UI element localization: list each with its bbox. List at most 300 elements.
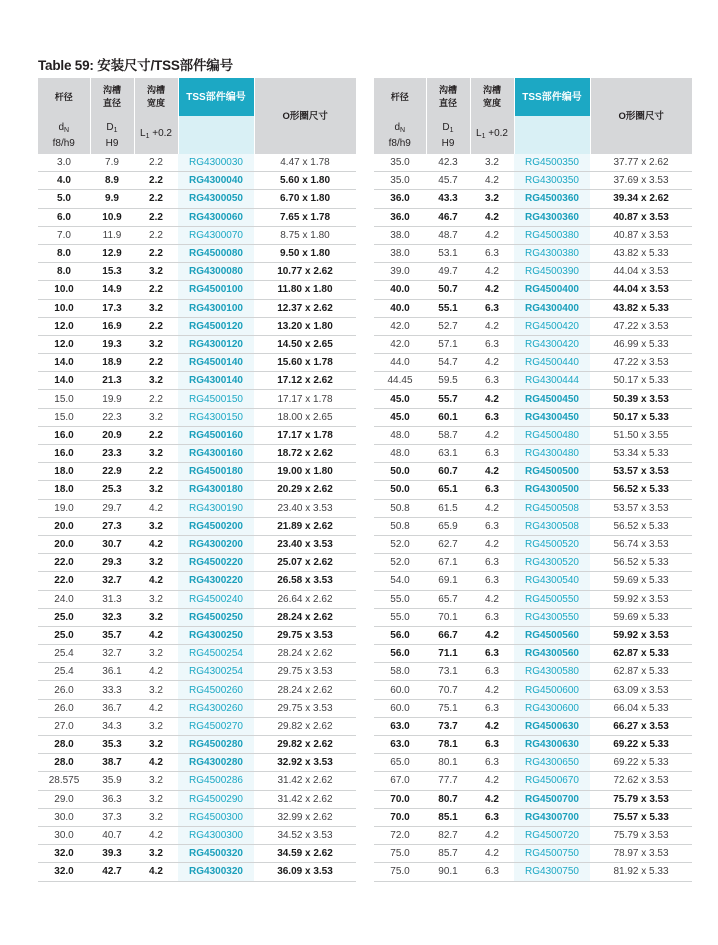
part-number-cell: RG4500120 (178, 317, 254, 335)
table-row (38, 281, 356, 299)
part-number-cell: RG4300250 (178, 626, 254, 644)
groove-diameter-cell: 90.1 (426, 863, 470, 881)
oring-size-cell: 37.77 x 2.62 (590, 154, 692, 172)
rod-diameter-cell: 8.0 (38, 244, 90, 262)
table-row (374, 681, 692, 699)
table-row (38, 626, 356, 644)
part-number-cell: RG4500480 (514, 426, 590, 444)
groove-width-cell: 6.3 (470, 754, 514, 772)
part-number-cell: RG4500270 (178, 717, 254, 735)
rod-diameter-cell: 50.8 (374, 517, 426, 535)
part-number-cell: RG4300444 (514, 372, 590, 390)
groove-width-cell: 4.2 (470, 263, 514, 281)
rod-diameter-cell: 36.0 (374, 208, 426, 226)
table-row (38, 535, 356, 553)
table-row (38, 608, 356, 626)
groove-width-cell: 2.2 (134, 317, 178, 335)
rod-diameter-cell: 42.0 (374, 317, 426, 335)
rod-diameter-cell: 65.0 (374, 754, 426, 772)
oring-size-cell: 39.34 x 2.62 (590, 190, 692, 208)
table-row (38, 790, 356, 808)
part-number-cell: RG4500520 (514, 535, 590, 553)
rod-diameter-cell: 28.0 (38, 754, 90, 772)
groove-diameter-cell: 58.7 (426, 426, 470, 444)
oring-size-cell: 37.69 x 3.53 (590, 172, 692, 190)
table-row (38, 699, 356, 717)
part-number-cell: RG4500320 (178, 845, 254, 863)
oring-size-cell: 34.52 x 3.53 (254, 826, 356, 844)
table-row (374, 790, 692, 808)
rod-diameter-cell: 10.0 (38, 281, 90, 299)
table-row (38, 244, 356, 262)
table-row (374, 263, 692, 281)
groove-diameter-cell: 15.3 (90, 263, 134, 281)
oring-size-cell: 59.92 x 3.53 (590, 590, 692, 608)
groove-width-cell: 4.2 (470, 499, 514, 517)
groove-width-cell: 3.2 (134, 445, 178, 463)
rod-diameter-cell: 15.0 (38, 390, 90, 408)
groove-width-cell: 4.2 (470, 281, 514, 299)
oring-size-cell: 50.17 x 5.33 (590, 372, 692, 390)
groove-diameter-cell: 36.7 (90, 699, 134, 717)
part-number-cell: RG4500220 (178, 554, 254, 572)
groove-width-cell: 4.2 (134, 826, 178, 844)
table-row (38, 372, 356, 390)
groove-width-cell: 6.3 (470, 554, 514, 572)
spec-table-left (38, 78, 356, 882)
groove-width-cell: 3.2 (134, 263, 178, 281)
groove-width-cell: 4.2 (134, 754, 178, 772)
groove-diameter-cell: 40.7 (90, 826, 134, 844)
groove-diameter-cell: 7.9 (90, 154, 134, 172)
groove-diameter-cell: 80.1 (426, 754, 470, 772)
rod-diameter-cell: 18.0 (38, 463, 90, 481)
oring-size-cell: 69.22 x 5.33 (590, 754, 692, 772)
groove-width-cell: 6.3 (470, 808, 514, 826)
table-row (374, 172, 692, 190)
groove-width-cell: 6.3 (470, 645, 514, 663)
groove-width-cell: 4.2 (470, 772, 514, 790)
part-number-cell: RG4300540 (514, 572, 590, 590)
rod-diameter-cell: 40.0 (374, 281, 426, 299)
oring-size-cell: 29.75 x 3.53 (254, 626, 356, 644)
groove-width-cell: 4.2 (470, 590, 514, 608)
rod-diameter-cell: 35.0 (374, 172, 426, 190)
groove-diameter-cell: 49.7 (426, 263, 470, 281)
oring-size-cell: 28.24 x 2.62 (254, 608, 356, 626)
groove-diameter-cell: 54.7 (426, 354, 470, 372)
table-row (38, 190, 356, 208)
oring-size-cell: 59.92 x 3.53 (590, 626, 692, 644)
rod-diameter-cell: 75.0 (374, 863, 426, 881)
oring-size-cell: 10.77 x 2.62 (254, 263, 356, 281)
groove-width-cell: 4.2 (470, 845, 514, 863)
part-number-cell: RG4500200 (178, 517, 254, 535)
groove-width-cell: 6.3 (470, 736, 514, 754)
part-number-cell: RG4300150 (178, 408, 254, 426)
rod-diameter-cell: 63.0 (374, 736, 426, 754)
groove-diameter-cell: 78.1 (426, 736, 470, 754)
rod-diameter-cell: 12.0 (38, 317, 90, 335)
table-row (38, 681, 356, 699)
rod-diameter-cell: 29.0 (38, 790, 90, 808)
groove-diameter-header: 沟槽 直径 (426, 78, 470, 116)
oring-size-cell: 50.39 x 3.53 (590, 390, 692, 408)
rod-diameter-cell: 63.0 (374, 717, 426, 735)
l1-header: $L_1 +0.2$ (134, 116, 178, 154)
oring-size-cell: 4.47 x 1.78 (254, 154, 356, 172)
groove-diameter-cell: 46.7 (426, 208, 470, 226)
groove-diameter-cell: 17.3 (90, 299, 134, 317)
rod-diameter-cell: 30.0 (38, 808, 90, 826)
table-row (38, 263, 356, 281)
part-number-cell: RG4300100 (178, 299, 254, 317)
groove-diameter-cell: 31.3 (90, 590, 134, 608)
table-row (374, 408, 692, 426)
table-title: Table 59: 安装尺寸/TSS部件编号 (38, 58, 233, 73)
part-number-cell: RG4300300 (178, 826, 254, 844)
oring-size-cell: 51.50 x 3.55 (590, 426, 692, 444)
rod-diameter-cell: 12.0 (38, 335, 90, 353)
table-row (38, 481, 356, 499)
table-row (374, 154, 692, 172)
part-number-cell: RG4300200 (178, 535, 254, 553)
table-row (38, 645, 356, 663)
table-row (374, 481, 692, 499)
groove-diameter-cell: 65.9 (426, 517, 470, 535)
part-number-cell: RG4300580 (514, 663, 590, 681)
part-number-cell: RG4500670 (514, 772, 590, 790)
oring-size-cell: 13.20 x 1.80 (254, 317, 356, 335)
table-row (374, 354, 692, 372)
rod-diameter-cell: 16.0 (38, 445, 90, 463)
part-number-cell: RG4300350 (514, 172, 590, 190)
oring-size-cell: 46.99 x 5.33 (590, 335, 692, 353)
part-number-cell: RG4500140 (178, 354, 254, 372)
oring-size-cell: 17.12 x 2.62 (254, 372, 356, 390)
oring-size-cell: 18.72 x 2.62 (254, 445, 356, 463)
part-number-cell: RG4300550 (514, 608, 590, 626)
groove-width-cell: 3.2 (134, 808, 178, 826)
groove-diameter-cell: 50.7 (426, 281, 470, 299)
oring-size-cell: 19.00 x 1.80 (254, 463, 356, 481)
oring-size-cell: 63.09 x 3.53 (590, 681, 692, 699)
groove-width-cell: 4.2 (134, 499, 178, 517)
part-number-cell: RG4500300 (178, 808, 254, 826)
part-number-cell: RG4300180 (178, 481, 254, 499)
groove-width-cell: 4.2 (470, 826, 514, 844)
table-row (374, 190, 692, 208)
groove-width-cell: 3.2 (134, 590, 178, 608)
groove-width-cell: 4.2 (470, 354, 514, 372)
rod-diameter-cell: 60.0 (374, 681, 426, 699)
groove-width-cell: 3.2 (134, 645, 178, 663)
groove-width-cell: 4.2 (134, 699, 178, 717)
rod-diameter-cell: 50.0 (374, 463, 426, 481)
oring-size-cell: 17.17 x 1.78 (254, 426, 356, 444)
dn-header: $d_N$ f8/h9 (374, 116, 426, 154)
rod-diameter-cell: 28.575 (38, 772, 90, 790)
oring-size-cell: 75.79 x 3.53 (590, 790, 692, 808)
part-number-cell: RG4500450 (514, 390, 590, 408)
table-row (38, 208, 356, 226)
groove-diameter-cell: 85.7 (426, 845, 470, 863)
groove-width-cell: 3.2 (134, 717, 178, 735)
rod-diameter-cell: 15.0 (38, 408, 90, 426)
oring-size-cell: 53.57 x 3.53 (590, 463, 692, 481)
groove-diameter-cell: 33.3 (90, 681, 134, 699)
rod-diameter-cell: 32.0 (38, 845, 90, 863)
groove-diameter-header: 沟槽 直径 (90, 78, 134, 116)
part-number-cell: RG4500600 (514, 681, 590, 699)
groove-diameter-cell: 67.1 (426, 554, 470, 572)
groove-width-header: 沟槽 宽度 (470, 78, 514, 116)
rod-diameter-cell: 39.0 (374, 263, 426, 281)
groove-width-cell: 3.2 (470, 154, 514, 172)
part-number-cell: RG4500080 (178, 244, 254, 262)
table-row (374, 390, 692, 408)
part-number-cell: RG4500630 (514, 717, 590, 735)
table-row (374, 572, 692, 590)
groove-diameter-cell: 27.3 (90, 517, 134, 535)
table-row (374, 845, 692, 863)
rod-diameter-cell: 44.45 (374, 372, 426, 390)
rod-diameter-cell: 22.0 (38, 554, 90, 572)
part-number-cell: RG4300160 (178, 445, 254, 463)
oring-size-cell: 36.09 x 3.53 (254, 863, 356, 881)
part-number-cell: RG4300060 (178, 208, 254, 226)
part-number-cell: RG4300750 (514, 863, 590, 881)
oring-size-cell: 81.92 x 5.33 (590, 863, 692, 881)
oring-size-cell: 44.04 x 3.53 (590, 263, 692, 281)
groove-diameter-cell: 70.7 (426, 681, 470, 699)
groove-diameter-cell: 34.3 (90, 717, 134, 735)
groove-diameter-cell: 75.1 (426, 699, 470, 717)
groove-diameter-cell: 22.9 (90, 463, 134, 481)
table-row (38, 863, 356, 881)
oring-size-cell: 17.17 x 1.78 (254, 390, 356, 408)
groove-width-cell: 6.3 (470, 572, 514, 590)
table-row (38, 572, 356, 590)
part-number-cell: RG4500286 (178, 772, 254, 790)
part-number-cell: RG4300080 (178, 263, 254, 281)
part-number-cell: RG4500700 (514, 790, 590, 808)
table-row (38, 663, 356, 681)
groove-width-cell: 4.2 (470, 463, 514, 481)
groove-diameter-cell: 32.3 (90, 608, 134, 626)
table-row (38, 226, 356, 244)
oring-size-cell: 8.75 x 1.80 (254, 226, 356, 244)
groove-width-cell: 4.2 (470, 208, 514, 226)
part-number-cell: RG4300400 (514, 299, 590, 317)
oring-size-header: O形圈尺寸 (590, 78, 692, 154)
table-row (374, 863, 692, 881)
table-row (38, 754, 356, 772)
groove-diameter-cell: 18.9 (90, 354, 134, 372)
groove-diameter-cell: 25.3 (90, 481, 134, 499)
table-row (374, 372, 692, 390)
rod-header: 杆径 (374, 78, 426, 116)
groove-width-cell: 3.2 (134, 608, 178, 626)
rod-diameter-cell: 32.0 (38, 863, 90, 881)
part-number-cell: RG4300500 (514, 481, 590, 499)
table-row (374, 754, 692, 772)
oring-size-cell: 5.60 x 1.80 (254, 172, 356, 190)
table-row (38, 517, 356, 535)
oring-size-cell: 66.04 x 5.33 (590, 699, 692, 717)
rod-diameter-cell: 38.0 (374, 244, 426, 262)
groove-diameter-cell: 59.5 (426, 372, 470, 390)
groove-diameter-cell: 11.9 (90, 226, 134, 244)
oring-size-cell: 50.17 x 5.33 (590, 408, 692, 426)
groove-diameter-cell: 29.7 (90, 499, 134, 517)
table-row (38, 463, 356, 481)
groove-diameter-cell: 52.7 (426, 317, 470, 335)
rod-diameter-cell: 67.0 (374, 772, 426, 790)
tss-part-number-header: TSS部件编号 (514, 78, 590, 116)
groove-width-cell: 2.2 (134, 390, 178, 408)
rod-diameter-cell: 7.0 (38, 226, 90, 244)
groove-width-cell: 4.2 (470, 790, 514, 808)
part-number-cell: RG4300050 (178, 190, 254, 208)
oring-size-cell: 7.65 x 1.78 (254, 208, 356, 226)
groove-width-cell: 4.2 (470, 426, 514, 444)
rod-diameter-cell: 52.0 (374, 554, 426, 572)
table-row (38, 172, 356, 190)
table-row (38, 845, 356, 863)
groove-width-cell: 6.3 (470, 481, 514, 499)
groove-width-cell: 3.2 (134, 772, 178, 790)
rod-diameter-cell: 35.0 (374, 154, 426, 172)
part-number-cell: RG4300650 (514, 754, 590, 772)
part-number-cell: RG4500400 (514, 281, 590, 299)
groove-diameter-cell: 69.1 (426, 572, 470, 590)
part-number-cell: RG4300190 (178, 499, 254, 517)
rod-diameter-cell: 5.0 (38, 190, 90, 208)
part-number-cell: RG4500250 (178, 608, 254, 626)
groove-width-cell: 6.3 (470, 244, 514, 262)
table-row (38, 772, 356, 790)
part-number-cell: RG4300320 (178, 863, 254, 881)
part-number-cell: RG4300040 (178, 172, 254, 190)
part-number-cell: RG4300254 (178, 663, 254, 681)
groove-width-cell: 4.2 (470, 390, 514, 408)
groove-diameter-cell: 14.9 (90, 281, 134, 299)
rod-diameter-cell: 42.0 (374, 335, 426, 353)
table-row (38, 445, 356, 463)
rod-diameter-cell: 45.0 (374, 390, 426, 408)
oring-size-cell: 62.87 x 5.33 (590, 663, 692, 681)
d1-header: $D_1$ H9 (426, 116, 470, 154)
groove-width-cell: 2.2 (134, 463, 178, 481)
oring-size-cell: 18.00 x 2.65 (254, 408, 356, 426)
part-number-cell: RG4500160 (178, 426, 254, 444)
rod-diameter-cell: 38.0 (374, 226, 426, 244)
part-number-cell: RG4300560 (514, 645, 590, 663)
part-number-cell: RG4300260 (178, 699, 254, 717)
oring-size-cell: 26.58 x 3.53 (254, 572, 356, 590)
groove-diameter-cell: 37.3 (90, 808, 134, 826)
part-number-cell: RG4500360 (514, 190, 590, 208)
rod-diameter-cell: 4.0 (38, 172, 90, 190)
groove-diameter-cell: 66.7 (426, 626, 470, 644)
groove-width-cell: 3.2 (134, 481, 178, 499)
groove-width-cell: 3.2 (134, 517, 178, 535)
groove-width-cell: 6.3 (470, 335, 514, 353)
groove-diameter-cell: 16.9 (90, 317, 134, 335)
groove-width-cell: 4.2 (134, 572, 178, 590)
rod-diameter-cell: 70.0 (374, 790, 426, 808)
groove-width-cell: 6.3 (470, 863, 514, 881)
groove-width-cell: 4.2 (470, 172, 514, 190)
rod-diameter-cell: 8.0 (38, 263, 90, 281)
rod-diameter-cell: 25.0 (38, 626, 90, 644)
oring-size-header: O形圈尺寸 (254, 78, 356, 154)
oring-size-cell: 15.60 x 1.78 (254, 354, 356, 372)
groove-diameter-cell: 35.9 (90, 772, 134, 790)
rod-diameter-cell: 24.0 (38, 590, 90, 608)
oring-size-cell: 25.07 x 2.62 (254, 554, 356, 572)
part-number-cell: RG4300508 (514, 517, 590, 535)
table-row (374, 554, 692, 572)
rod-diameter-cell: 6.0 (38, 208, 90, 226)
rod-diameter-cell: 3.0 (38, 154, 90, 172)
part-number-cell: RG4500440 (514, 354, 590, 372)
groove-width-cell: 4.2 (134, 535, 178, 553)
oring-size-cell: 56.74 x 3.53 (590, 535, 692, 553)
rod-header: 杆径 (38, 78, 90, 116)
groove-diameter-cell: 12.9 (90, 244, 134, 262)
oring-size-cell: 43.82 x 5.33 (590, 299, 692, 317)
table-row (374, 717, 692, 735)
oring-size-cell: 34.59 x 2.62 (254, 845, 356, 863)
table-row (374, 808, 692, 826)
part-number-cell: RG4300600 (514, 699, 590, 717)
groove-diameter-cell: 85.1 (426, 808, 470, 826)
table-row (38, 408, 356, 426)
table-row (374, 826, 692, 844)
groove-width-cell: 2.2 (134, 190, 178, 208)
table-row (38, 299, 356, 317)
groove-width-cell: 3.2 (134, 845, 178, 863)
oring-size-cell: 75.79 x 3.53 (590, 826, 692, 844)
left-table-body (38, 154, 356, 881)
oring-size-cell: 53.34 x 5.33 (590, 445, 692, 463)
groove-diameter-cell: 22.3 (90, 408, 134, 426)
oring-size-cell: 29.75 x 3.53 (254, 699, 356, 717)
groove-diameter-cell: 61.5 (426, 499, 470, 517)
oring-size-cell: 26.64 x 2.62 (254, 590, 356, 608)
part-number-cell: RG4500240 (178, 590, 254, 608)
rod-diameter-cell: 20.0 (38, 535, 90, 553)
part-number-cell: RG4500350 (514, 154, 590, 172)
oring-size-cell: 75.57 x 5.33 (590, 808, 692, 826)
oring-size-cell: 43.82 x 5.33 (590, 244, 692, 262)
table-row (374, 299, 692, 317)
table-row (38, 808, 356, 826)
part-number-cell: RG4500180 (178, 463, 254, 481)
part-number-cell: RG4300030 (178, 154, 254, 172)
rod-diameter-cell: 25.4 (38, 663, 90, 681)
rod-diameter-cell: 55.0 (374, 608, 426, 626)
table-row (38, 826, 356, 844)
groove-width-cell: 6.3 (470, 408, 514, 426)
groove-width-cell: 6.3 (470, 445, 514, 463)
rod-diameter-cell: 45.0 (374, 408, 426, 426)
oring-size-cell: 40.87 x 3.53 (590, 208, 692, 226)
oring-size-cell: 11.80 x 1.80 (254, 281, 356, 299)
groove-width-cell: 2.2 (134, 172, 178, 190)
